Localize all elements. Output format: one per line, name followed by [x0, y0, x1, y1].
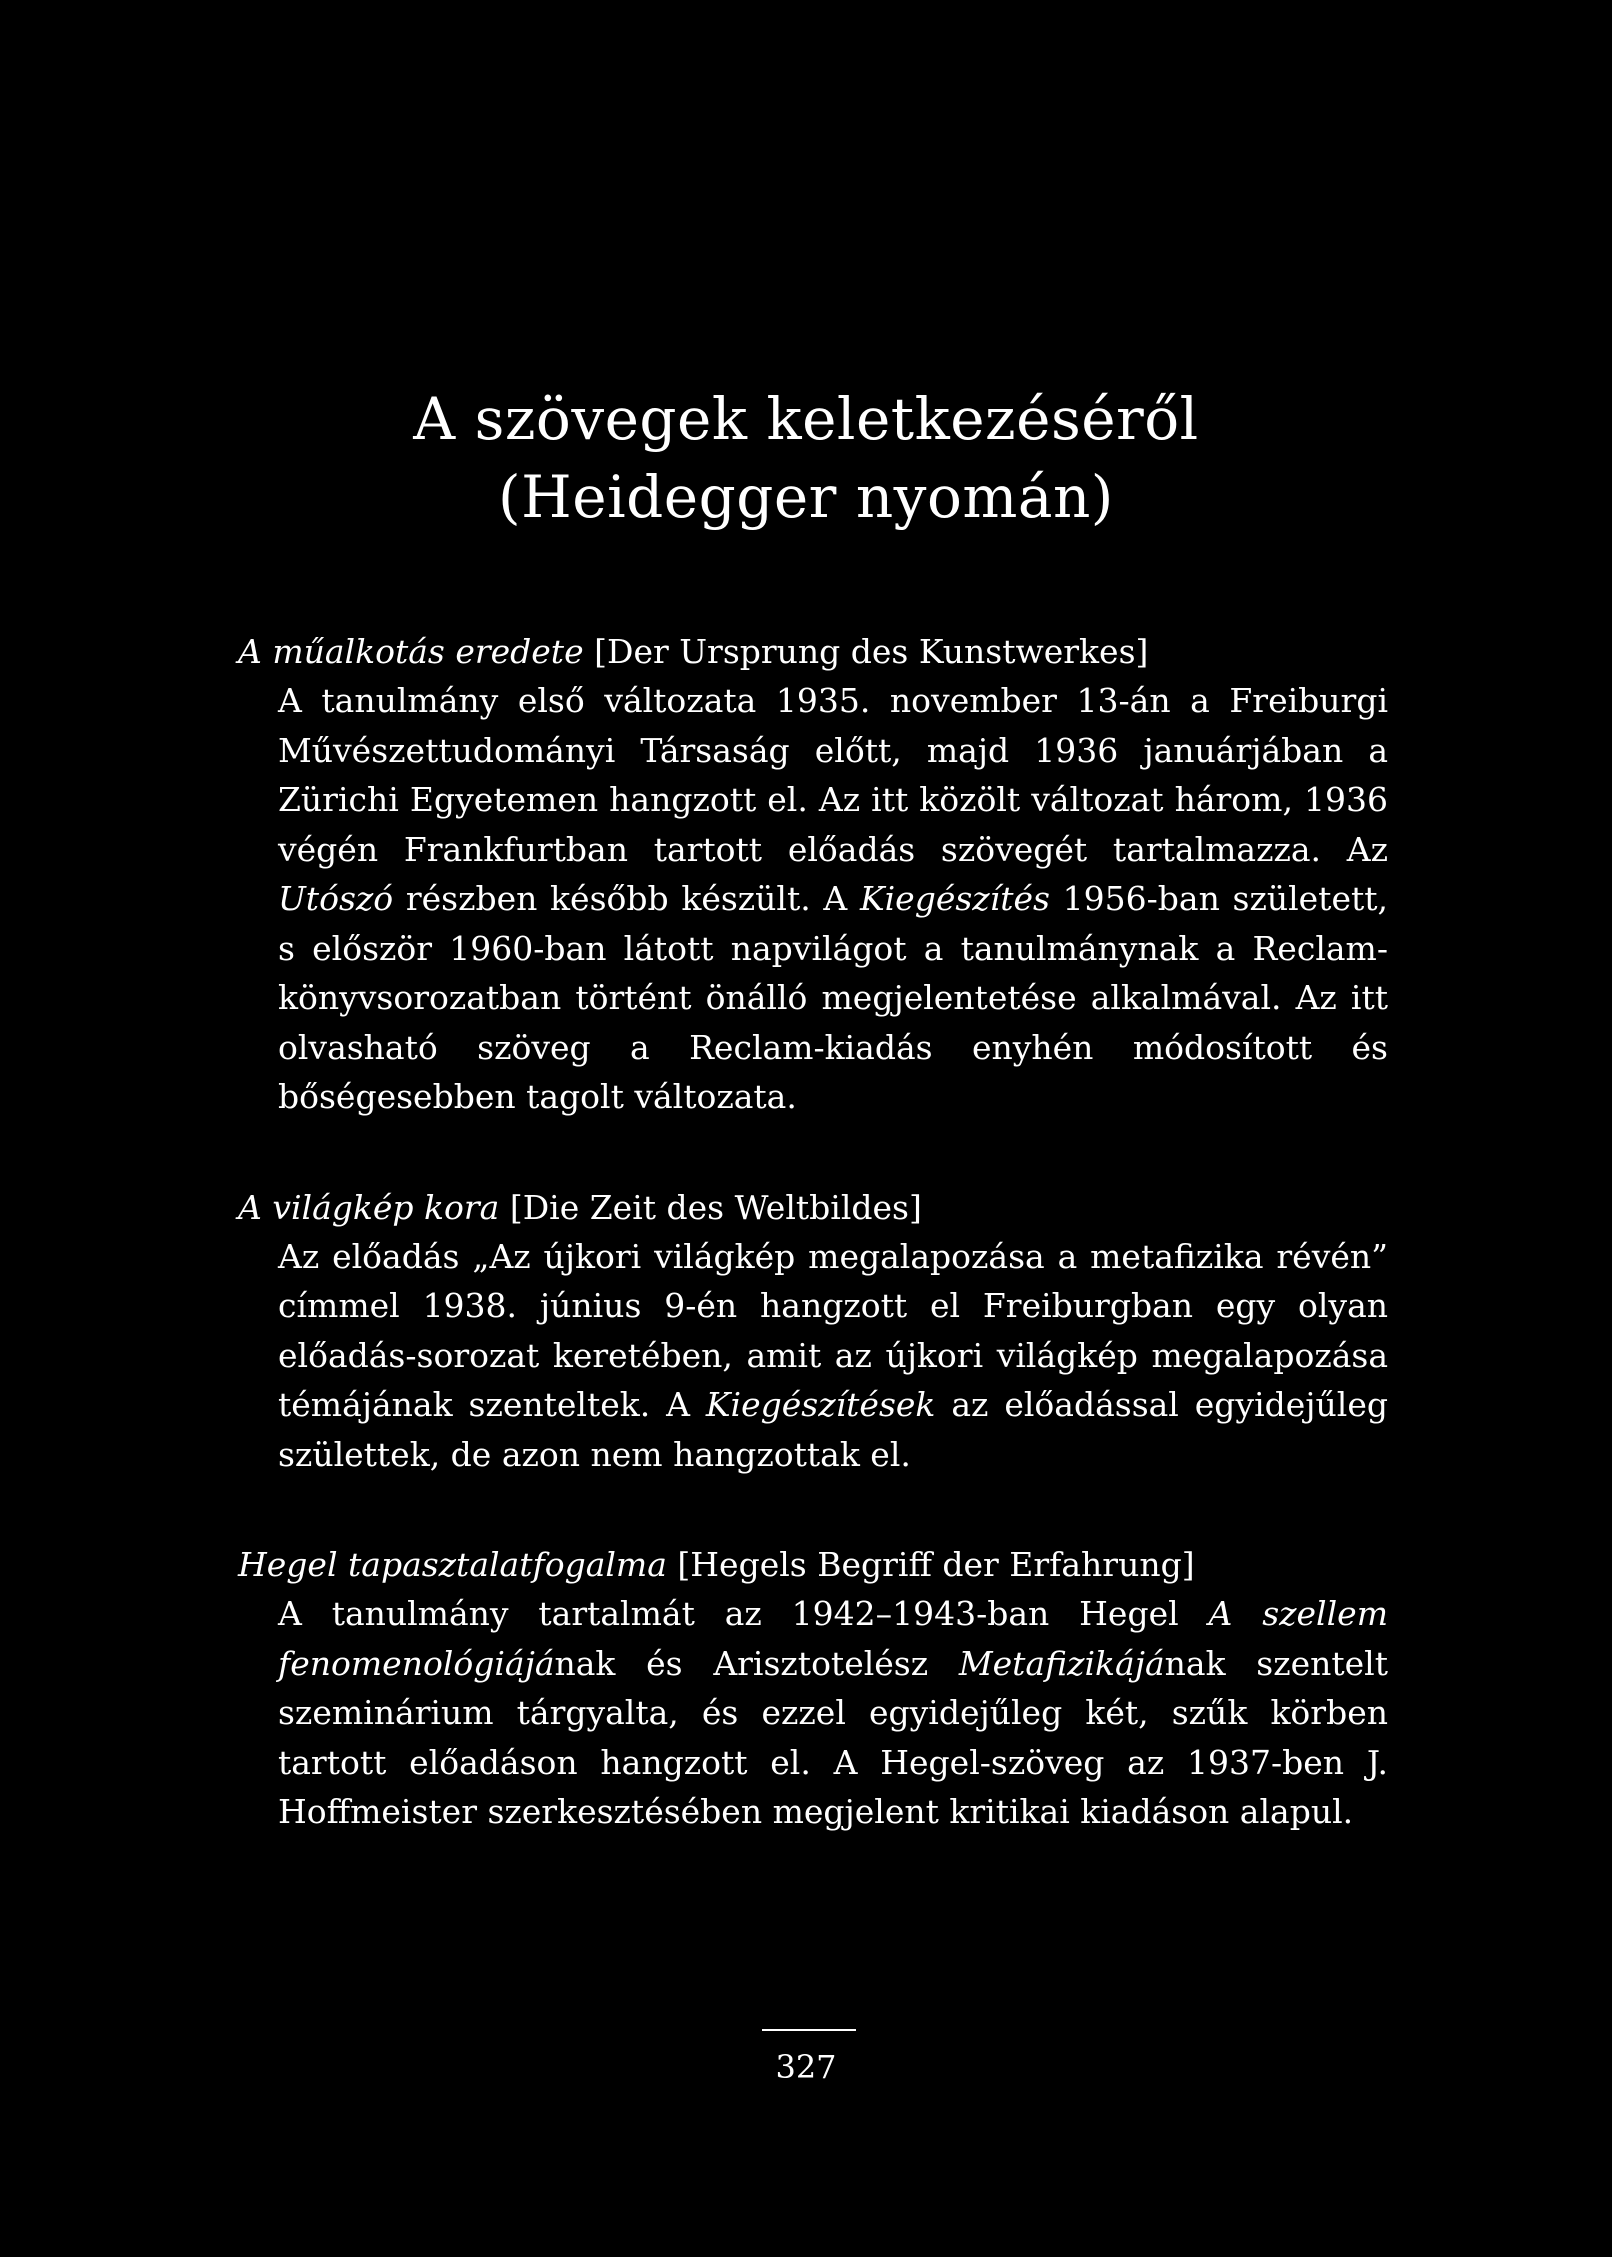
entry-body	[278, 1589, 1388, 1837]
page-title-line-2: (Heidegger nyomán)	[498, 463, 1114, 531]
page-title-line-1: A szövegek keletkezéséről	[413, 385, 1199, 453]
text-run-italic: Utószó	[278, 879, 394, 918]
entry-body	[278, 1232, 1388, 1480]
entry-title: Hegel tapasztalatfogalma	[238, 1545, 667, 1584]
entry-heading	[238, 1183, 1388, 1232]
entry-title: A műalkotás eredete	[238, 632, 584, 671]
entry-body	[278, 676, 1388, 1122]
text-run: nak szentelt szeminárium tárgyalta, és ezzel egyidejűleg két, szűk körben tartott előadáson hangzott el. A Hegel-szöveg az 1937-ben J. Hoffmeister szerkesztésében megjelent kritikai kiadáson alapul.	[278, 1643, 1388, 1831]
entry-heading	[238, 627, 1388, 676]
text-run-italic: Kiegészítések	[705, 1385, 936, 1424]
entries-list	[238, 627, 1388, 1898]
entry-original-title: [Der Ursprung des Kunstwerkes]	[594, 632, 1149, 671]
page-number-rule	[762, 2029, 856, 2031]
text-run-italic: Kiegészítés	[859, 879, 1050, 918]
entry-mualkotas	[238, 627, 1388, 1122]
page-number: 327	[775, 2048, 837, 2086]
text-run: Az előadás „Az újkori világkép megalapozása a metafizika révén” címmel 1938. június 9-én hangzott el Freiburgban egy olyan előadás-sorozat keretében, amit az újkori világkép megalapozása témájának szenteltek. A	[278, 1236, 1388, 1424]
entry-original-title: [Die Zeit des Weltbildes]	[509, 1187, 922, 1227]
text-run-italic: Metafizikájá	[958, 1643, 1165, 1683]
text-run: az előadással egyidejűleg születtek, de azon nem hangzottak el.	[278, 1385, 1388, 1474]
entry-original-title: [Hegels Begriff der Erfahrung]	[677, 1545, 1195, 1584]
text-run-italic: A szellem fenomenológiájá	[278, 1594, 1388, 1683]
text-run: A tanulmány tartalmát az 1942–1943-ban Hegel	[278, 1594, 1209, 1633]
entry-hegel	[238, 1540, 1388, 1837]
entry-heading	[238, 1540, 1388, 1589]
text-run: nak és Arisztotelész	[554, 1643, 959, 1683]
text-run: A tanulmány első változata 1935. november 13-án a Freiburgi Művészettudományi Társaság előtt, majd 1936 januárjában a Zürichi Egyetemen hangzott el. Az itt közölt változat három, 1936 végén Frankfurtban tartott előadás szövegét tartalmazza. Az	[278, 681, 1388, 869]
entry-vilagkep	[238, 1183, 1388, 1480]
text-run: részben később készült. A	[393, 879, 860, 918]
page-title	[0, 380, 1612, 536]
entry-title: A világkép kora	[238, 1187, 500, 1227]
text-run: 1956-ban született, s először 1960-ban látott napvilágot a tanulmánynak a Reclam-könyvsorozatban történt önálló megjelentetése alkalmával. Az itt olvasható szöveg a Reclam-kiadás enyhén módosított és bőségesebben tagolt változata.	[278, 879, 1388, 1116]
